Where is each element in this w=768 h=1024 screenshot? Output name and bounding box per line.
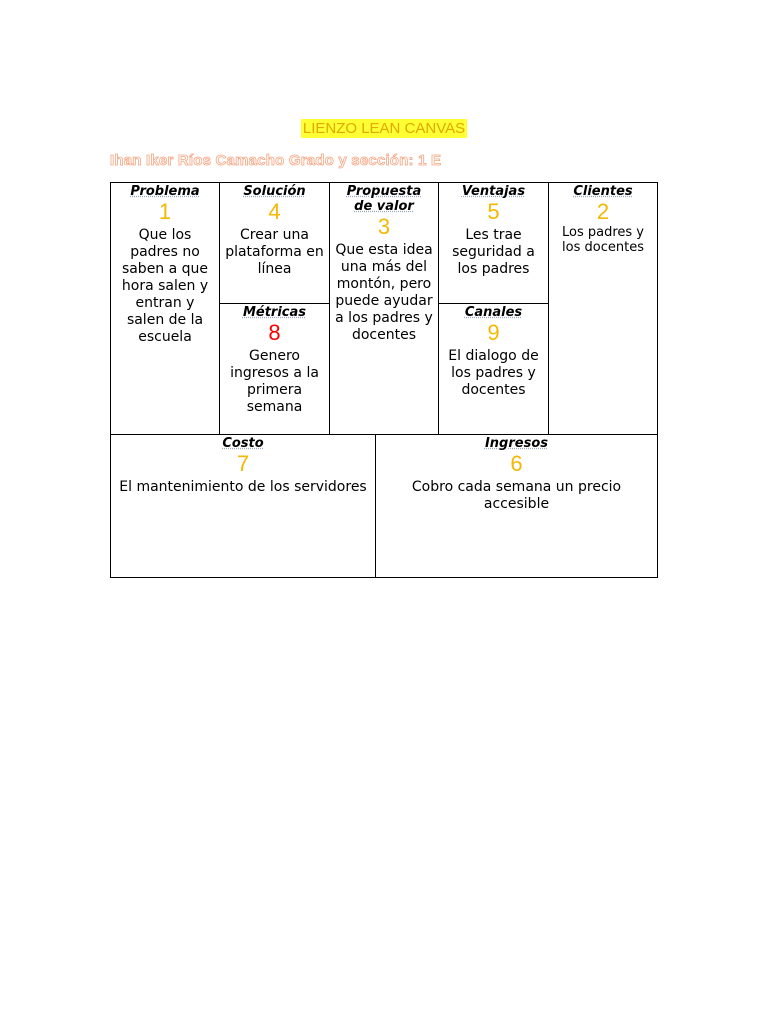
heading-costo: Costo <box>222 436 264 451</box>
document-title-text: LIENZO LEAN CANVAS <box>302 120 466 137</box>
text-costo: El mantenimiento de los servidores <box>119 479 367 495</box>
text-clientes: Los padres y los docentes <box>562 225 644 255</box>
text-canales: El dialogo de los padres y docentes <box>448 348 539 398</box>
cell-ingresos <box>375 434 658 578</box>
cell-problema <box>110 182 220 435</box>
heading-propuesta-de-valor: Propuesta de valor <box>346 184 422 214</box>
number-clientes: 2 <box>596 199 610 224</box>
heading-metricas: Métricas <box>242 305 307 320</box>
heading-ventajas: Ventajas <box>461 184 526 199</box>
text-metricas: Genero ingresos a la primera semana <box>230 348 319 415</box>
number-propuesta-de-valor: 3 <box>377 214 391 239</box>
heading-ingresos: Ingresos <box>484 436 549 451</box>
number-canales: 9 <box>487 320 500 345</box>
text-ingresos: Cobro cada semana un precio accesible <box>411 479 622 512</box>
cell-canales <box>438 303 549 435</box>
text-problema: Que los padres no saben a que hora salen y entran y salen de la escuela <box>121 227 209 345</box>
cell-costo <box>110 434 376 578</box>
lean-canvas-table <box>110 182 658 578</box>
cell-clientes <box>548 182 658 435</box>
number-problema: 1 <box>158 199 172 224</box>
text-solucion: Crear una plataforma en línea <box>225 227 324 277</box>
heading-solucion: Solución <box>243 184 306 199</box>
cell-metricas <box>219 303 330 435</box>
cell-ventajas <box>438 182 549 304</box>
document-title <box>0 118 768 137</box>
text-ventajas: Les trae seguridad a los padres <box>452 227 535 277</box>
heading-canales: Canales <box>464 305 523 320</box>
number-costo: 7 <box>236 451 250 476</box>
number-metricas: 8 <box>268 320 281 345</box>
number-ingresos: 6 <box>510 451 523 476</box>
cell-propuesta-de-valor <box>329 182 439 435</box>
cell-solucion <box>219 182 330 304</box>
heading-problema: Problema <box>130 184 200 199</box>
number-solucion: 4 <box>268 199 281 224</box>
text-propuesta-de-valor: Que esta idea una más del montón, pero puede ayudar a los padres y docentes <box>335 242 433 343</box>
author-line: Ihan Iker Ríos Camacho Grado y sección: 1 E <box>110 152 442 169</box>
heading-clientes: Clientes <box>573 184 633 199</box>
number-ventajas: 5 <box>487 199 500 224</box>
